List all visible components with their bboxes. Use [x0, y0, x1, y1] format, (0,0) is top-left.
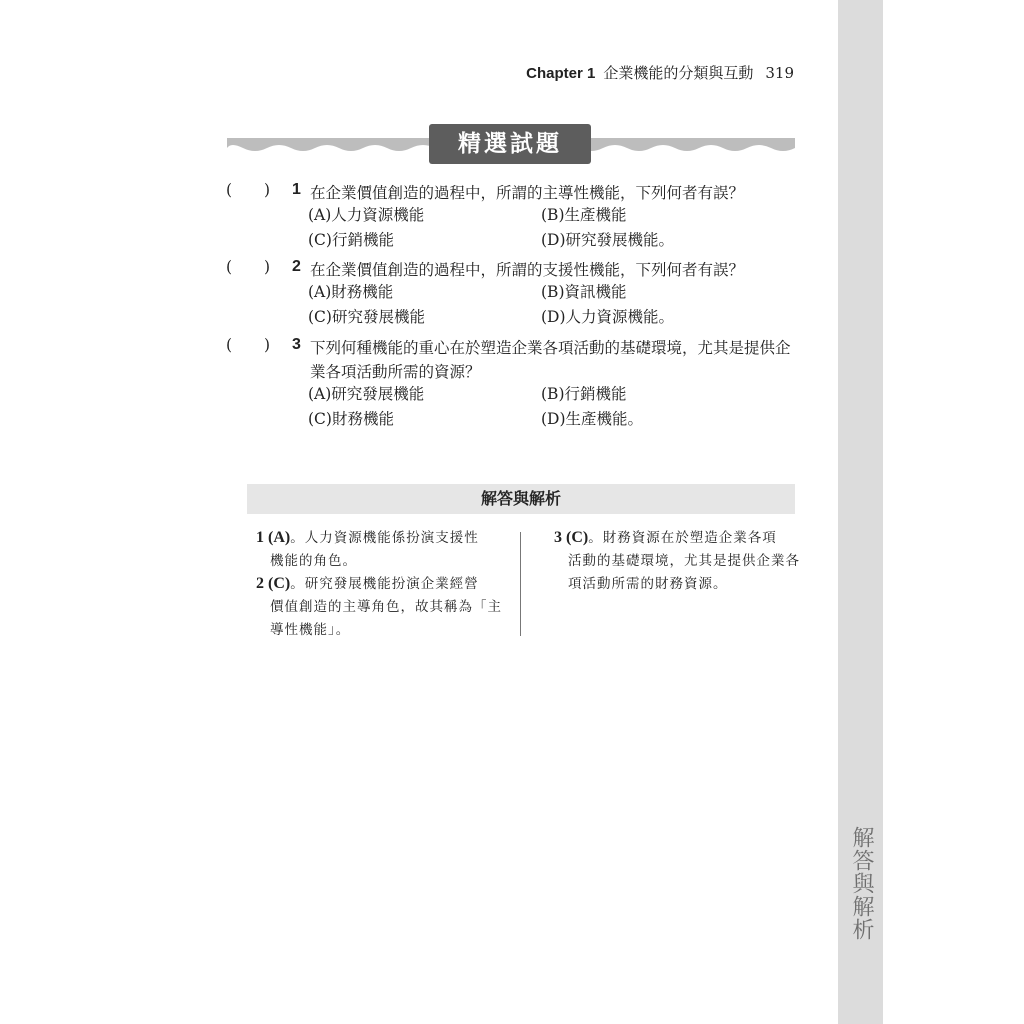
answer-text-cont: 價值創造的主導角色，故其稱為「主導性機能」。: [270, 599, 502, 638]
option-b: (B)資訊機能: [541, 283, 627, 301]
question-number: 2: [292, 258, 301, 275]
option-a: (A)研究發展機能: [308, 385, 425, 403]
option-d: (D)研究發展機能。: [541, 231, 675, 249]
answer-label: 1 (A): [256, 529, 291, 546]
page-number: 319: [765, 64, 794, 82]
answer-item-3: [554, 526, 804, 596]
question-stem: 下列何種機能的重心在於塑造企業各項活動的基礎環境，尤其是提供企業各項活動所需的資源？: [310, 339, 791, 381]
page-header: [526, 62, 794, 83]
answer-label: 3 (C): [554, 529, 589, 546]
answer-item-1: [256, 526, 506, 573]
question-number: 3: [292, 336, 301, 353]
column-divider: [520, 532, 521, 636]
answer-text: 。研究發展機能扮演企業經營: [290, 576, 479, 592]
section-banner: [227, 122, 795, 166]
option-b: (B)生產機能: [541, 206, 627, 224]
answer-text: 。財務資源在於塑造企業各項: [588, 530, 777, 546]
option-d: (D)人力資源機能。: [541, 308, 675, 326]
side-tab-label: 解答與解析: [849, 826, 874, 941]
answer-text-cont: 活動的基礎環境，尤其是提供企業各項活動所需的財務資源。: [568, 553, 800, 592]
question-stem: 在企業價值創造的過程中，所謂的支援性機能，下列何者有誤？: [310, 261, 745, 279]
answer-item-2: [256, 572, 506, 642]
answers-heading: 解答與解析: [247, 484, 795, 514]
option-c: (C)研究發展機能: [308, 308, 425, 326]
section-title: 精選試題: [429, 124, 591, 164]
answer-label: 2 (C): [256, 575, 291, 592]
option-d: (D)生產機能。: [541, 410, 644, 428]
option-a: (A)財務機能: [308, 283, 394, 301]
question-stem: 在企業價值創造的過程中，所謂的主導性機能，下列何者有誤？: [310, 184, 745, 202]
chapter-label: Chapter 1: [526, 65, 596, 82]
option-a: (A)人力資源機能: [308, 206, 425, 224]
option-b: (B)行銷機能: [541, 385, 627, 403]
question-number: 1: [292, 181, 301, 198]
option-c: (C)行銷機能: [308, 231, 394, 249]
answer-text: 。人力資源機能係扮演支援性: [290, 530, 479, 546]
option-c: (C)財務機能: [308, 410, 394, 428]
chapter-title: 企業機能的分類與互動: [603, 64, 754, 82]
answer-text-cont: 機能的角色。: [270, 553, 357, 569]
